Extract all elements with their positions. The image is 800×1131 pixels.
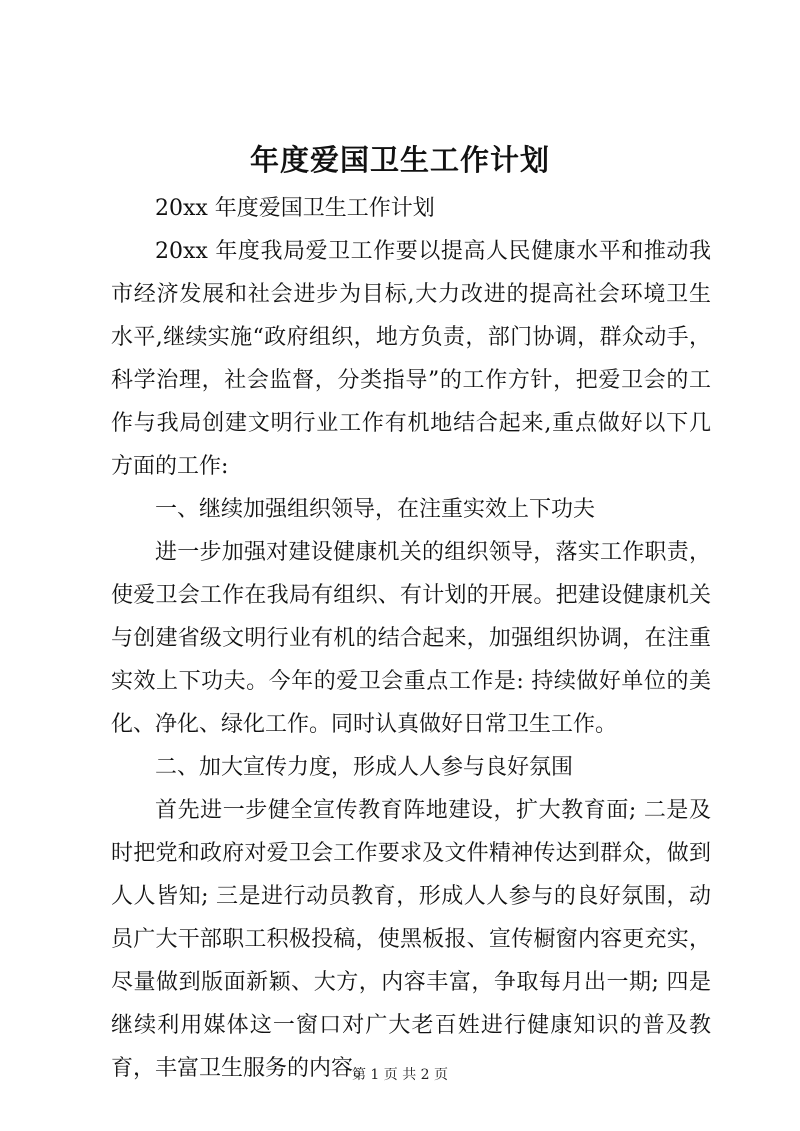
section-heading-2: 二、加大宣传力度，形成人人参与良好氛围 (155, 755, 574, 780)
document-title: 年度爱国卫生工作计划 (249, 143, 550, 177)
subtitle-paragraph: 20xx 年度爱国卫生工作计划 (155, 196, 435, 221)
document-body (111, 187, 711, 1090)
section-heading-1: 一、继续加强组织领导，在注重实效上下功夫 (155, 497, 596, 522)
page-number-footer: 第 1 页 共 2 页 (351, 1067, 449, 1083)
section-2-paragraph: 首先进一步健全宣传教育阵地建设，扩大教育面; 二是及时把党和政府对爱卫会工作要求及文件精神传达到群众，做到人人皆知; 三是进行动员教育，形成人人参与的良好氛围，动员广大干部职工积极投稿，使黑板报、宣传橱窗内容更充实，尽量做到版面新颖、大方，内容丰富，争取每月出一期; 四是继续利用媒体这一窗口对广大老百姓进行健康知识的普及教育，丰富卫生服务的内容。 (111, 798, 711, 1081)
intro-paragraph: 20xx 年度我局爱卫工作要以提高人民健康水平和推动我市经济发展和社会进步为目标,大力改进的提高社会环境卫生水平,继续实施“政府组织，地方负责，部门协调，群众动手，科学治理，社会监督，分类指导”的工作方针，把爱卫会的工作与我局创建文明行业工作有机地结合起来,重点做好以下几方面的工作: (111, 239, 711, 479)
section-1-paragraph: 进一步加强对建设健康机关的组织领导，落实工作职责，使爱卫会工作在我局有组织、有计划的开展。把建设健康机关与创建省级文明行业有机的结合起来，加强组织协调，在注重实效上下功夫。今年的爱卫会重点工作是: 持续做好单位的美化、净化、绿化工作。同时认真做好日常卫生工作。 (111, 540, 711, 737)
